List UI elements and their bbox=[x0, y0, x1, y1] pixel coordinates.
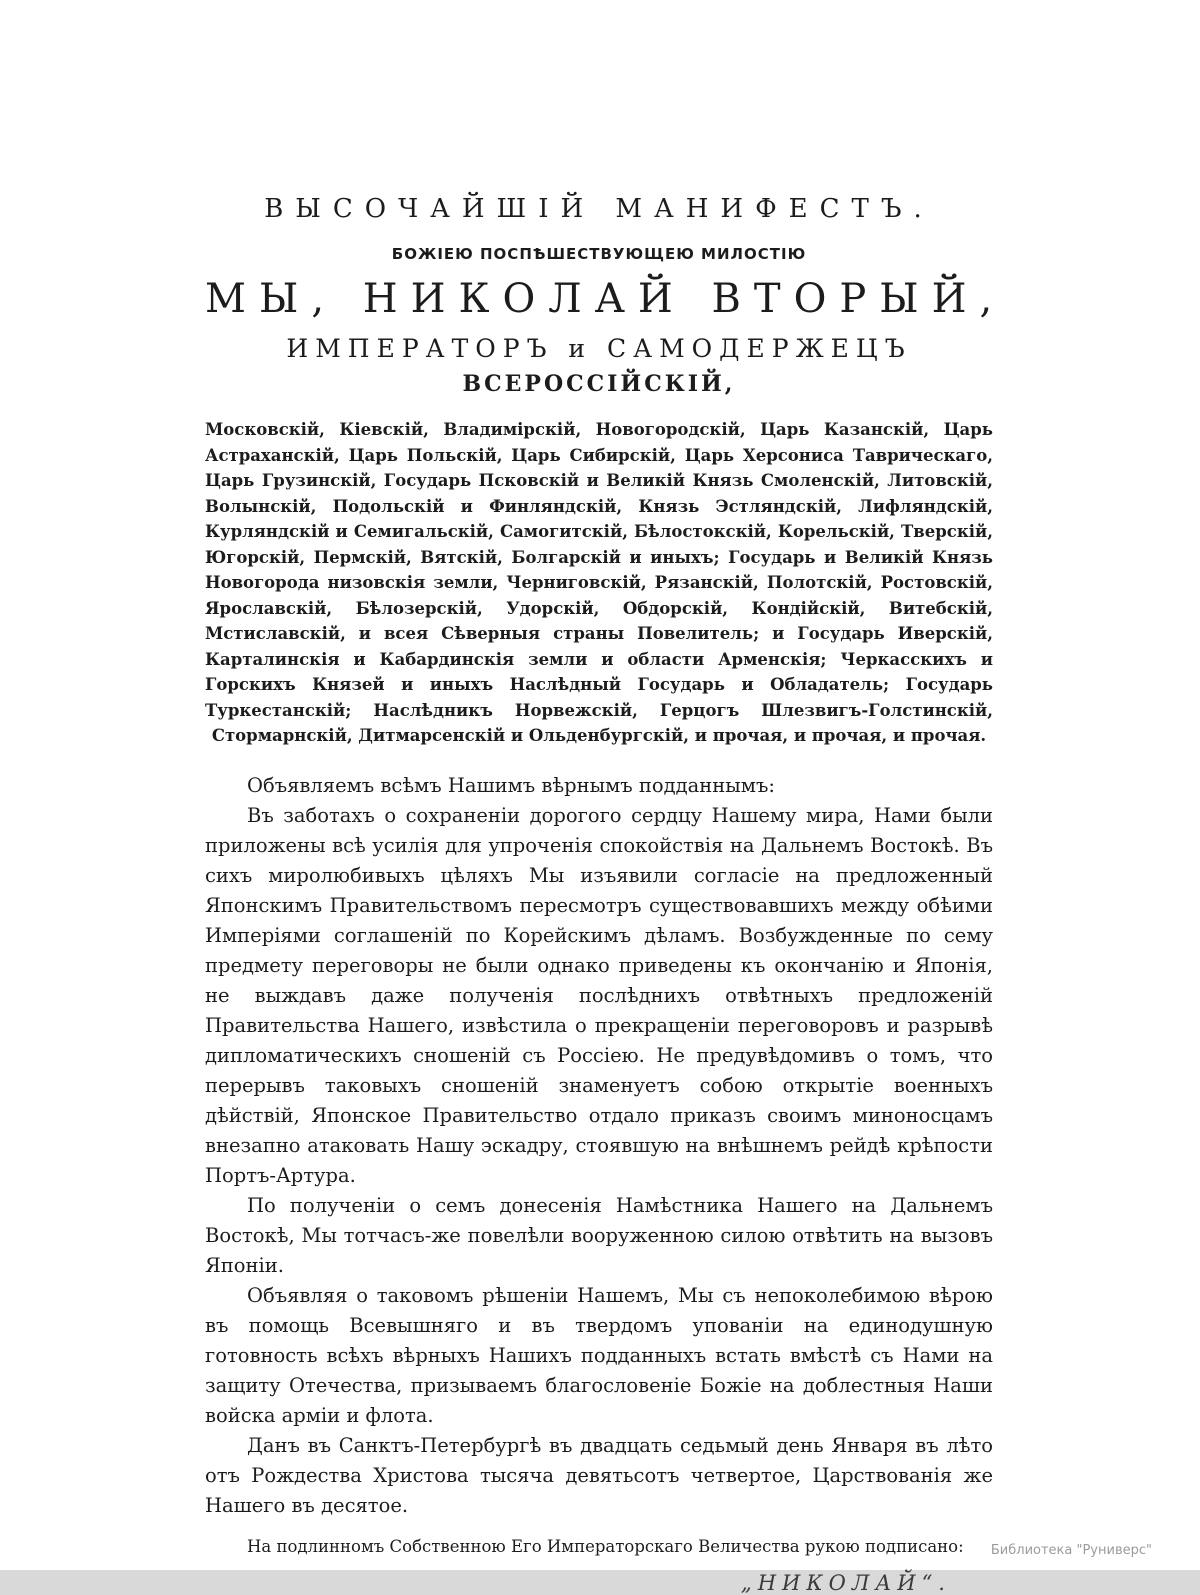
body-paragraph-dateline: Данъ въ Санктъ-Петербургѣ въ двадцать седьмый день Января въ лѣто отъ Рождества Христова тысяча девятьсотъ четвертое, Царствованія же Нашего въ десятое. bbox=[205, 1433, 993, 1517]
manifesto-body bbox=[205, 771, 993, 1521]
attestation-line: На подлинномъ Собственною Его Императорскаго Величества рукою подписано: bbox=[247, 1536, 964, 1556]
document-title: ВЫСОЧАЙШІЙ МАНИФЕСТЪ. bbox=[264, 194, 934, 224]
grace-formula-line: БОЖІЕЮ ПОСПѢШЕСТВУЮЩЕЮ МИЛОСТІЮ bbox=[391, 245, 807, 263]
body-paragraph-declaration: Объявляя о таковомъ рѣшеніи Нашемъ, Мы съ непоколебимою вѣрою въ помощь Всевышняго и въ твердомъ упованіи на единодушную готовность всѣхъ вѣрныхъ Нашихъ подданныхъ встать вмѣстѣ съ Нами на защиту Отечества, призываемъ благословеніе Божіе на доблестныя Наши войска арміи и флота. bbox=[205, 1283, 993, 1427]
body-paragraph-announcement: Объявляемъ всѣмъ Нашимъ вѣрнымъ подданнымъ: bbox=[247, 773, 775, 797]
tsar-name-heading: МЫ, НИКОЛАЙ ВТОРЫЙ, bbox=[205, 276, 1006, 322]
tsar-signature: „НИКОЛАЙ“. bbox=[740, 1570, 951, 1595]
document-content bbox=[205, 0, 1006, 1595]
tsar-style-heading: ИМПЕРАТОРЪ и САМОДЕРЖЕЦЪ bbox=[286, 334, 912, 363]
body-paragraph-response: По полученіи о семъ донесенія Намѣстника Нашего на Дальнемъ Востокѣ, Мы тотчасъ-же повелѣли вооруженною силою отвѣтить на вызовъ Японіи. bbox=[205, 1193, 993, 1277]
all-russia-heading: ВСЕРОССІЙСКІЙ, bbox=[462, 371, 736, 397]
library-watermark: Библиотека "Руниверс" bbox=[990, 1543, 1152, 1558]
imperial-titles-paragraph: Московскій, Кіевскій, Владимірскій, Новогородскій, Царь Казанскій, Царь Астраханскій, Царь Польскій, Царь Сибирскій, Царь Херсониса Таврическаго, Царь Грузинскій, Государь Псковскій и Великій Князь Смоленскій, Литовскій, Волынскій, Подольскій и Финляндскій, Князь Эстляндскій, Лифляндскій, Курляндскій и Семигальскій, Самогитскій, Бѣлостокскій, Корельскій, Тверскій, Югорскій, Пермскій, Вятскій, Болгарскій и иныхъ; Государь и Великій Князь Новогорода низовскія земли, Черниговскій, Рязанскій, Полотскій, Ростовскій, Ярославскій, Бѣлозерскій, Удорскій, Обдорскій, Кондійскій, Витебскій, Мстиславскій, и всея Сѣверныя страны Повелитель; и Государь Иверскій, Карталинскія и Кабардинскія земли и области Арменскія; Черкасскихъ и Горскихъ Князей и иныхъ Наслѣдный Государь и Обладатель; Государь Туркестанскій; Наслѣдникъ Норвежскій, Герцогъ Шлезвигъ-Голстинскій, Стормарнскій, Дитмарсенскій и Ольденбургскій, и прочая, и прочая, и прочая. bbox=[205, 420, 993, 745]
body-paragraph-negotiations: Въ заботахъ о сохраненіи дорогого сердцу Нашему мира, Нами были приложены всѣ усилія для упроченія спокойствія на Дальнемъ Востокѣ. Въ сихъ миролюбивыхъ цѣляхъ Мы изъявили согласіе на предложенный Японскимъ Правительствомъ пересмотръ существовавшихъ между обѣими Имперіями соглашеній по Корейскимъ дѣламъ. Возбужденные по сему предмету переговоры не были однако приведены къ окончанію и Японія, не выждавъ даже полученія послѣднихъ отвѣтныхъ предложеній Правительства Нашего, извѣстила о прекращеніи переговоровъ и разрывѣ дипломатическихъ сношеній съ Россіею. Не предувѣдомивъ о томъ, что перерывъ таковыхъ сношеній знаменуетъ собою открытіе военныхъ дѣйствій, Японское Правительство отдало приказъ своимъ миноносцамъ внезапно атаковать Нашу эскадру, стоявшую на внѣшнемъ рейдѣ крѣпости Портъ-Артура. bbox=[205, 803, 993, 1187]
